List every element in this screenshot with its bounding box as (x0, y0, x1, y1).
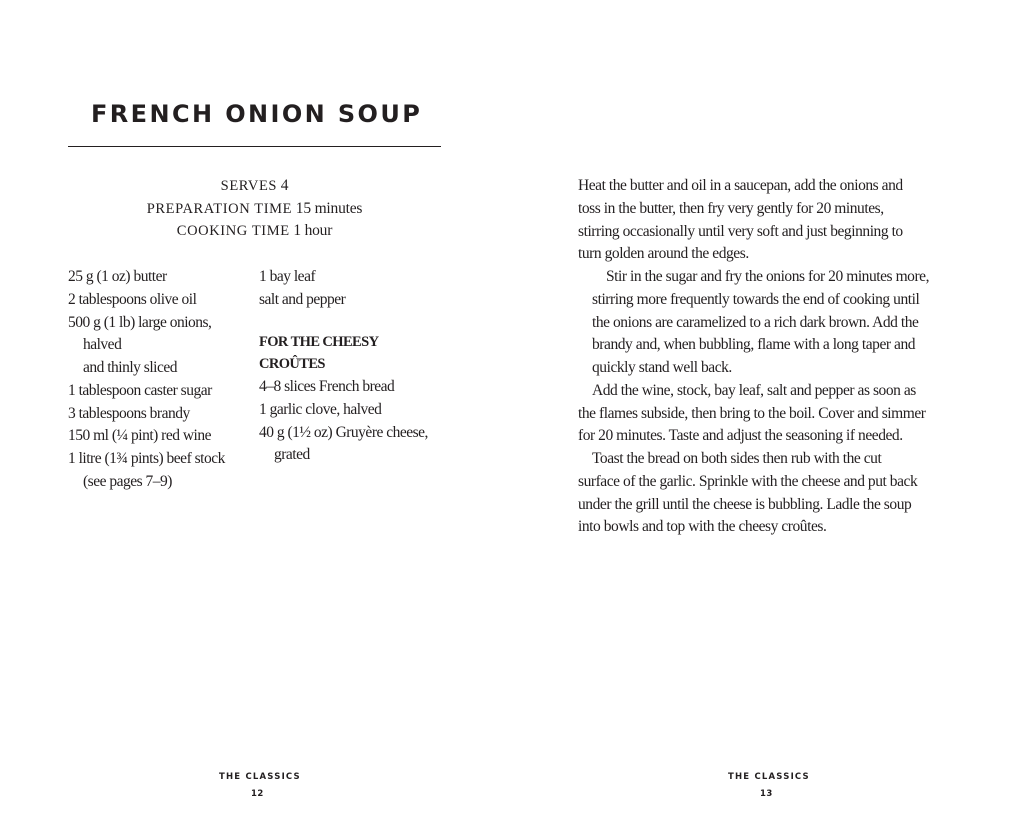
croutes-heading: CROÛTES (259, 356, 325, 373)
page-number: 12 (251, 789, 264, 799)
ingredients-column-2 (259, 266, 449, 467)
ingredient-item: 25 g (1 oz) butter (68, 268, 167, 285)
text-line: stirring occasionally until very soft and just beginning to (578, 222, 903, 240)
section-name: THE CLASSICS (219, 772, 301, 782)
ingredient-item: grated (274, 446, 310, 464)
text-line: into bowls and top with the cheesy croûtes. (578, 518, 827, 536)
ingredient-item: halved (83, 336, 122, 354)
right-page (510, 0, 1020, 818)
section-spacer (259, 312, 449, 331)
text-line: Add the wine, stock, bay leaf, salt and pepper as soon as (592, 381, 916, 399)
method-paragraph (578, 448, 958, 539)
ingredient-item: 2 tablespoons olive oil (68, 290, 197, 308)
ingredient-item: 500 g (1 lb) large onions, (68, 313, 212, 331)
page-number: 13 (760, 789, 773, 799)
ingredient-item: 1 litre (1¾ pints) beef stock (68, 450, 225, 467)
title-divider (68, 146, 441, 147)
ingredient-item: 4–8 slices French bread (259, 378, 395, 395)
serves-label: SERVES (220, 178, 278, 194)
ingredient-item: 1 garlic clove, halved (259, 400, 382, 418)
section-name: THE CLASSICS (728, 772, 810, 782)
page-footer (510, 771, 1020, 800)
text-line: toss in the butter, then fry very gently for 20 minutes, (578, 199, 884, 217)
cook-time-value: 1 hour (293, 222, 333, 239)
cook-time-line (68, 220, 441, 243)
text-line: the onions are caramelized to a rich dark brown. Add the (592, 313, 919, 331)
ingredient-item: 3 tablespoons brandy (68, 404, 190, 422)
text-line: Toast the bread on both sides then rub with the cut (592, 450, 882, 467)
method-paragraph (578, 266, 958, 380)
cook-time-label: COOKING TIME (176, 223, 290, 239)
text-line: Stir in the sugar and fry the onions for 20 minutes more, (606, 268, 930, 285)
text-line: Heat the butter and oil in a saucepan, add the onions and (578, 177, 903, 194)
method-paragraph (578, 380, 958, 448)
prep-time-label: PREPARATION TIME (146, 200, 293, 217)
prep-time-value: 15 minutes (295, 199, 363, 217)
method-text (578, 175, 958, 539)
recipe-meta (68, 175, 441, 243)
ingredient-item: 150 ml (¼ pint) red wine (68, 427, 211, 445)
ingredient-item: 1 tablespoon caster sugar (68, 381, 212, 399)
method-paragraph (578, 175, 958, 266)
croutes-heading: FOR THE CHEESY (259, 333, 379, 350)
ingredient-item: salt and pepper (259, 290, 346, 308)
text-line: quickly stand well back. (592, 359, 732, 376)
text-line: stirring more frequently towards the end of cooking until (592, 290, 920, 308)
text-line: turn golden around the edges. (578, 245, 749, 263)
text-line: for 20 minutes. Taste and adjust the seasoning if needed. (578, 427, 903, 445)
serves-value: 4 (280, 177, 289, 194)
ingredient-item: (see pages 7–9) (83, 472, 172, 490)
text-line: surface of the garlic. Sprinkle with the cheese and put back (578, 472, 918, 490)
text-line: brandy and, when bubbling, flame with a long taper and (592, 336, 916, 354)
ingredient-item: 1 bay leaf (259, 268, 316, 285)
text-line: under the grill until the cheese is bubbling. Ladle the soup (578, 495, 912, 513)
recipe-title: FRENCH ONION SOUP (91, 100, 423, 128)
page-footer (0, 771, 510, 800)
ingredient-item: and thinly sliced (83, 359, 177, 376)
text-line: the flames subside, then bring to the boil. Cover and simmer (578, 404, 926, 422)
serves-line (68, 175, 441, 198)
ingredients-column-1 (68, 266, 248, 494)
ingredient-item: 40 g (1½ oz) Gruyère cheese, (259, 423, 428, 441)
prep-time-line (68, 198, 441, 221)
